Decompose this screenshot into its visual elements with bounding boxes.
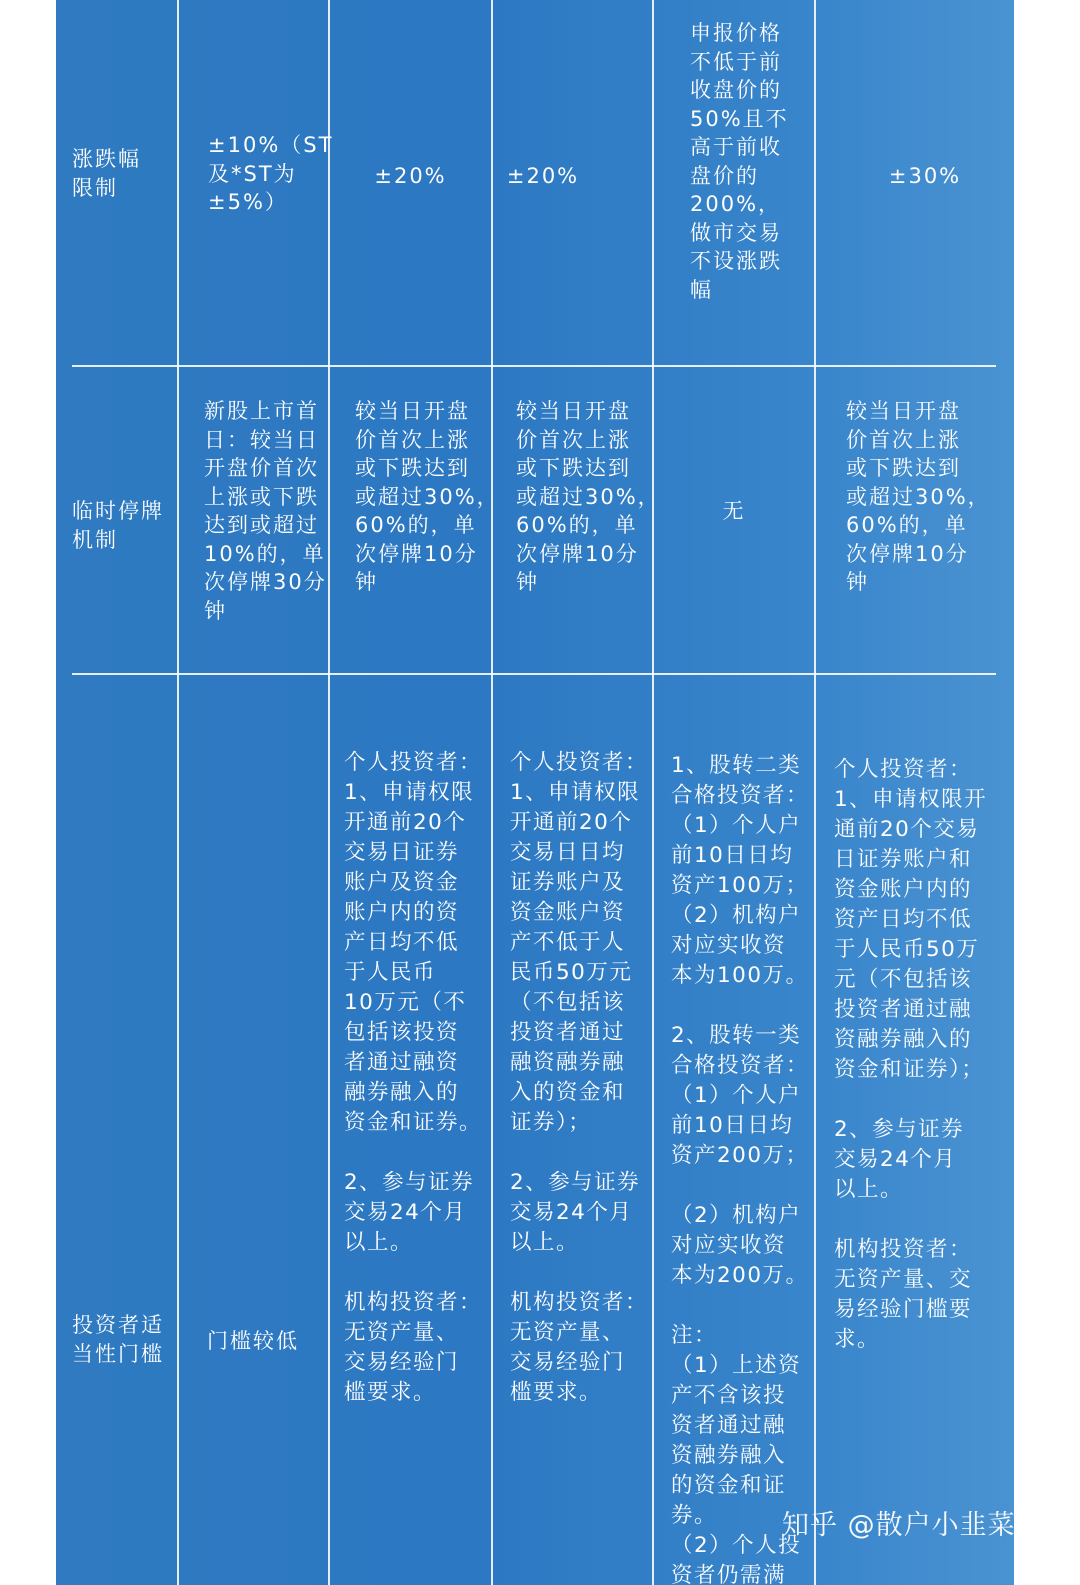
cell-investor-threshold-col5: 个人投资者： 1、申请权限开 通前20个交易 日证券账户和 资金账户内的 资产日均不低 于人民币50万 元（不包括该 投资者通过融 资融券融入的 资金和证券）； 2、参与证券 交易24个月 以上。 机构投资者： 无资产量、交 易经验门槛要 求。	[834, 757, 988, 1352]
cell-price-limit-col2: ±20%	[374, 164, 447, 188]
cell-price-limit-col3: ±20%	[506, 164, 580, 188]
row-header-investor-threshold: 投资者适 当性门槛	[72, 1313, 164, 1366]
comparison-table	[56, 0, 1014, 1585]
column-divider	[814, 0, 816, 1585]
cell-investor-threshold-col4: 1、股转二类 合格投资者： （1）个人户 前10日日均 资产100万； （2）机构户 对应实收资 本为100万。 2、股转一类 合格投资者： （1）个人户 前10日日均 资产200万； （2）机构户 对应实收资 本为200万。 注： （1）上述资 产不含该投 资者通过融 资融券融入 的资金和证 券。 （2）个人投 资者仍需满	[671, 753, 810, 1585]
cell-trading-halt-col5: 较当日开盘 价首次上涨 或下跌达到 或超过30%， 60%的，单 次停牌10分 钟	[846, 399, 991, 594]
cell-investor-threshold-col2: 个人投资者： 1、申请权限 开通前20个 交易日证券 账户及资金 账户内的资 产日均不低 于人民币 10万元（不 包括该投资 者通过融资 融券融入的 资金和证券。 2、参与证券 交易24个月 以上。 机构投资者： 无资产量、 交易经验门 槛要求。	[344, 750, 483, 1405]
cell-trading-halt-col2: 较当日开盘 价首次上涨 或下跌达到 或超过30%， 60%的，单 次停牌10分 钟	[355, 399, 500, 594]
column-divider	[652, 0, 654, 1585]
cell-trading-halt-col3: 较当日开盘 价首次上涨 或下跌达到 或超过30%， 60%的，单 次停牌10分 钟	[516, 399, 661, 594]
row-divider	[72, 365, 996, 367]
cell-investor-threshold-col1: 门槛较低	[207, 1329, 299, 1353]
cell-price-limit-col1: ±10%（ST 及*ST为 ±5%）	[208, 133, 334, 214]
column-divider	[177, 0, 179, 1585]
cell-price-limit-col5: ±30%	[888, 164, 962, 188]
cell-trading-halt-col1: 新股上市首 日：较当日 开盘价首次 上涨或下跌 达到或超过 10%的，单 次停牌30分 钟	[204, 399, 327, 623]
column-divider	[328, 0, 330, 1585]
row-header-price-limit: 涨跌幅 限制	[72, 147, 141, 200]
row-header-trading-halt: 临时停牌 机制	[72, 499, 164, 552]
cell-trading-halt-col4: 无	[722, 499, 746, 523]
row-divider	[72, 673, 996, 675]
cell-price-limit-col4: 申报价格 不低于前 收盘价的 50%且不 高于前收 盘价的 200%， 做市交易 不设涨跌 幅	[690, 21, 789, 302]
column-divider	[491, 0, 493, 1585]
watermark: 知乎 @散户小韭菜	[782, 1510, 1016, 1541]
cell-investor-threshold-col3: 个人投资者： 1、申请权限 开通前20个 交易日日均 证券账户及 资金账户资 产不低于人 民币50万元 （不包括该 投资者通过 融资融券融 入的资金和 证券）； 2、参与证券 交易24个月 以上。 机构投资者： 无资产量、 交易经验门 槛要求。	[510, 750, 649, 1405]
